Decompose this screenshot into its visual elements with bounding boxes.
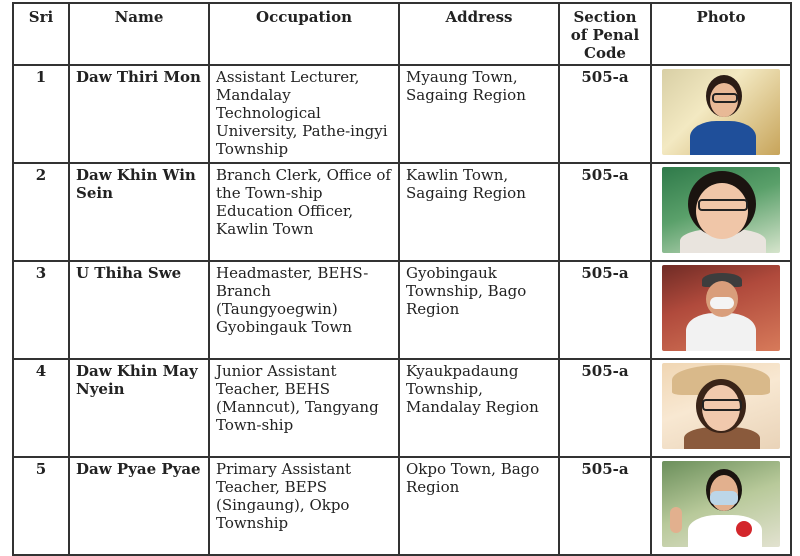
row-occupation: Headmaster, BEHS-Branch (Taungyoegwin) Gyobingauk Town [209,261,399,359]
row-section: 505-a [559,359,651,457]
row-occupation: Branch Clerk, Office of the Town-ship Education Officer, Kawlin Town [209,163,399,261]
row-name: Daw Khin Win Sein [69,163,209,261]
header-row [13,3,791,65]
header-address: Address [399,3,559,65]
table-row [13,65,791,163]
table-row [13,163,791,261]
row-occupation: Junior Assistant Teacher, BEHS (Manncut), Tangyang Town-ship [209,359,399,457]
portrait-photo [662,167,780,253]
row-address: Okpo Town, Bago Region [399,457,559,555]
row-name: U Thiha Swe [69,261,209,359]
header-photo: Photo [651,3,791,65]
table-row [13,457,791,555]
row-address: Kawlin Town, Sagaing Region [399,163,559,261]
row-sri: 2 [13,163,69,261]
header-section: Section of Penal Code [559,3,651,65]
row-sri: 4 [13,359,69,457]
table-row [13,261,791,359]
header-occupation: Occupation [209,3,399,65]
row-name: Daw Pyae Pyae [69,457,209,555]
row-section: 505-a [559,65,651,163]
row-address: Gyobingauk Township, Bago Region [399,261,559,359]
row-sri: 3 [13,261,69,359]
portrait-photo [662,363,780,449]
row-address: Myaung Town, Sagaing Region [399,65,559,163]
portrait-photo [662,69,780,155]
header-name: Name [69,3,209,65]
row-address: Kyaukpadaung Township, Mandalay Region [399,359,559,457]
table-row [13,359,791,457]
row-name: Daw Khin May Nyein [69,359,209,457]
row-sri: 1 [13,65,69,163]
row-section: 505-a [559,163,651,261]
row-section: 505-a [559,261,651,359]
row-name: Daw Thiri Mon [69,65,209,163]
row-sri: 5 [13,457,69,555]
header-sri: Sri [13,3,69,65]
row-occupation: Assistant Lecturer, Mandalay Technological University, Pathe-ingyi Township [209,65,399,163]
detainee-table [12,2,792,556]
row-occupation: Primary Assistant Teacher, BEPS (Singaung), Okpo Township [209,457,399,555]
protest-photo [662,461,780,547]
row-section: 505-a [559,457,651,555]
protest-photo [662,265,780,351]
